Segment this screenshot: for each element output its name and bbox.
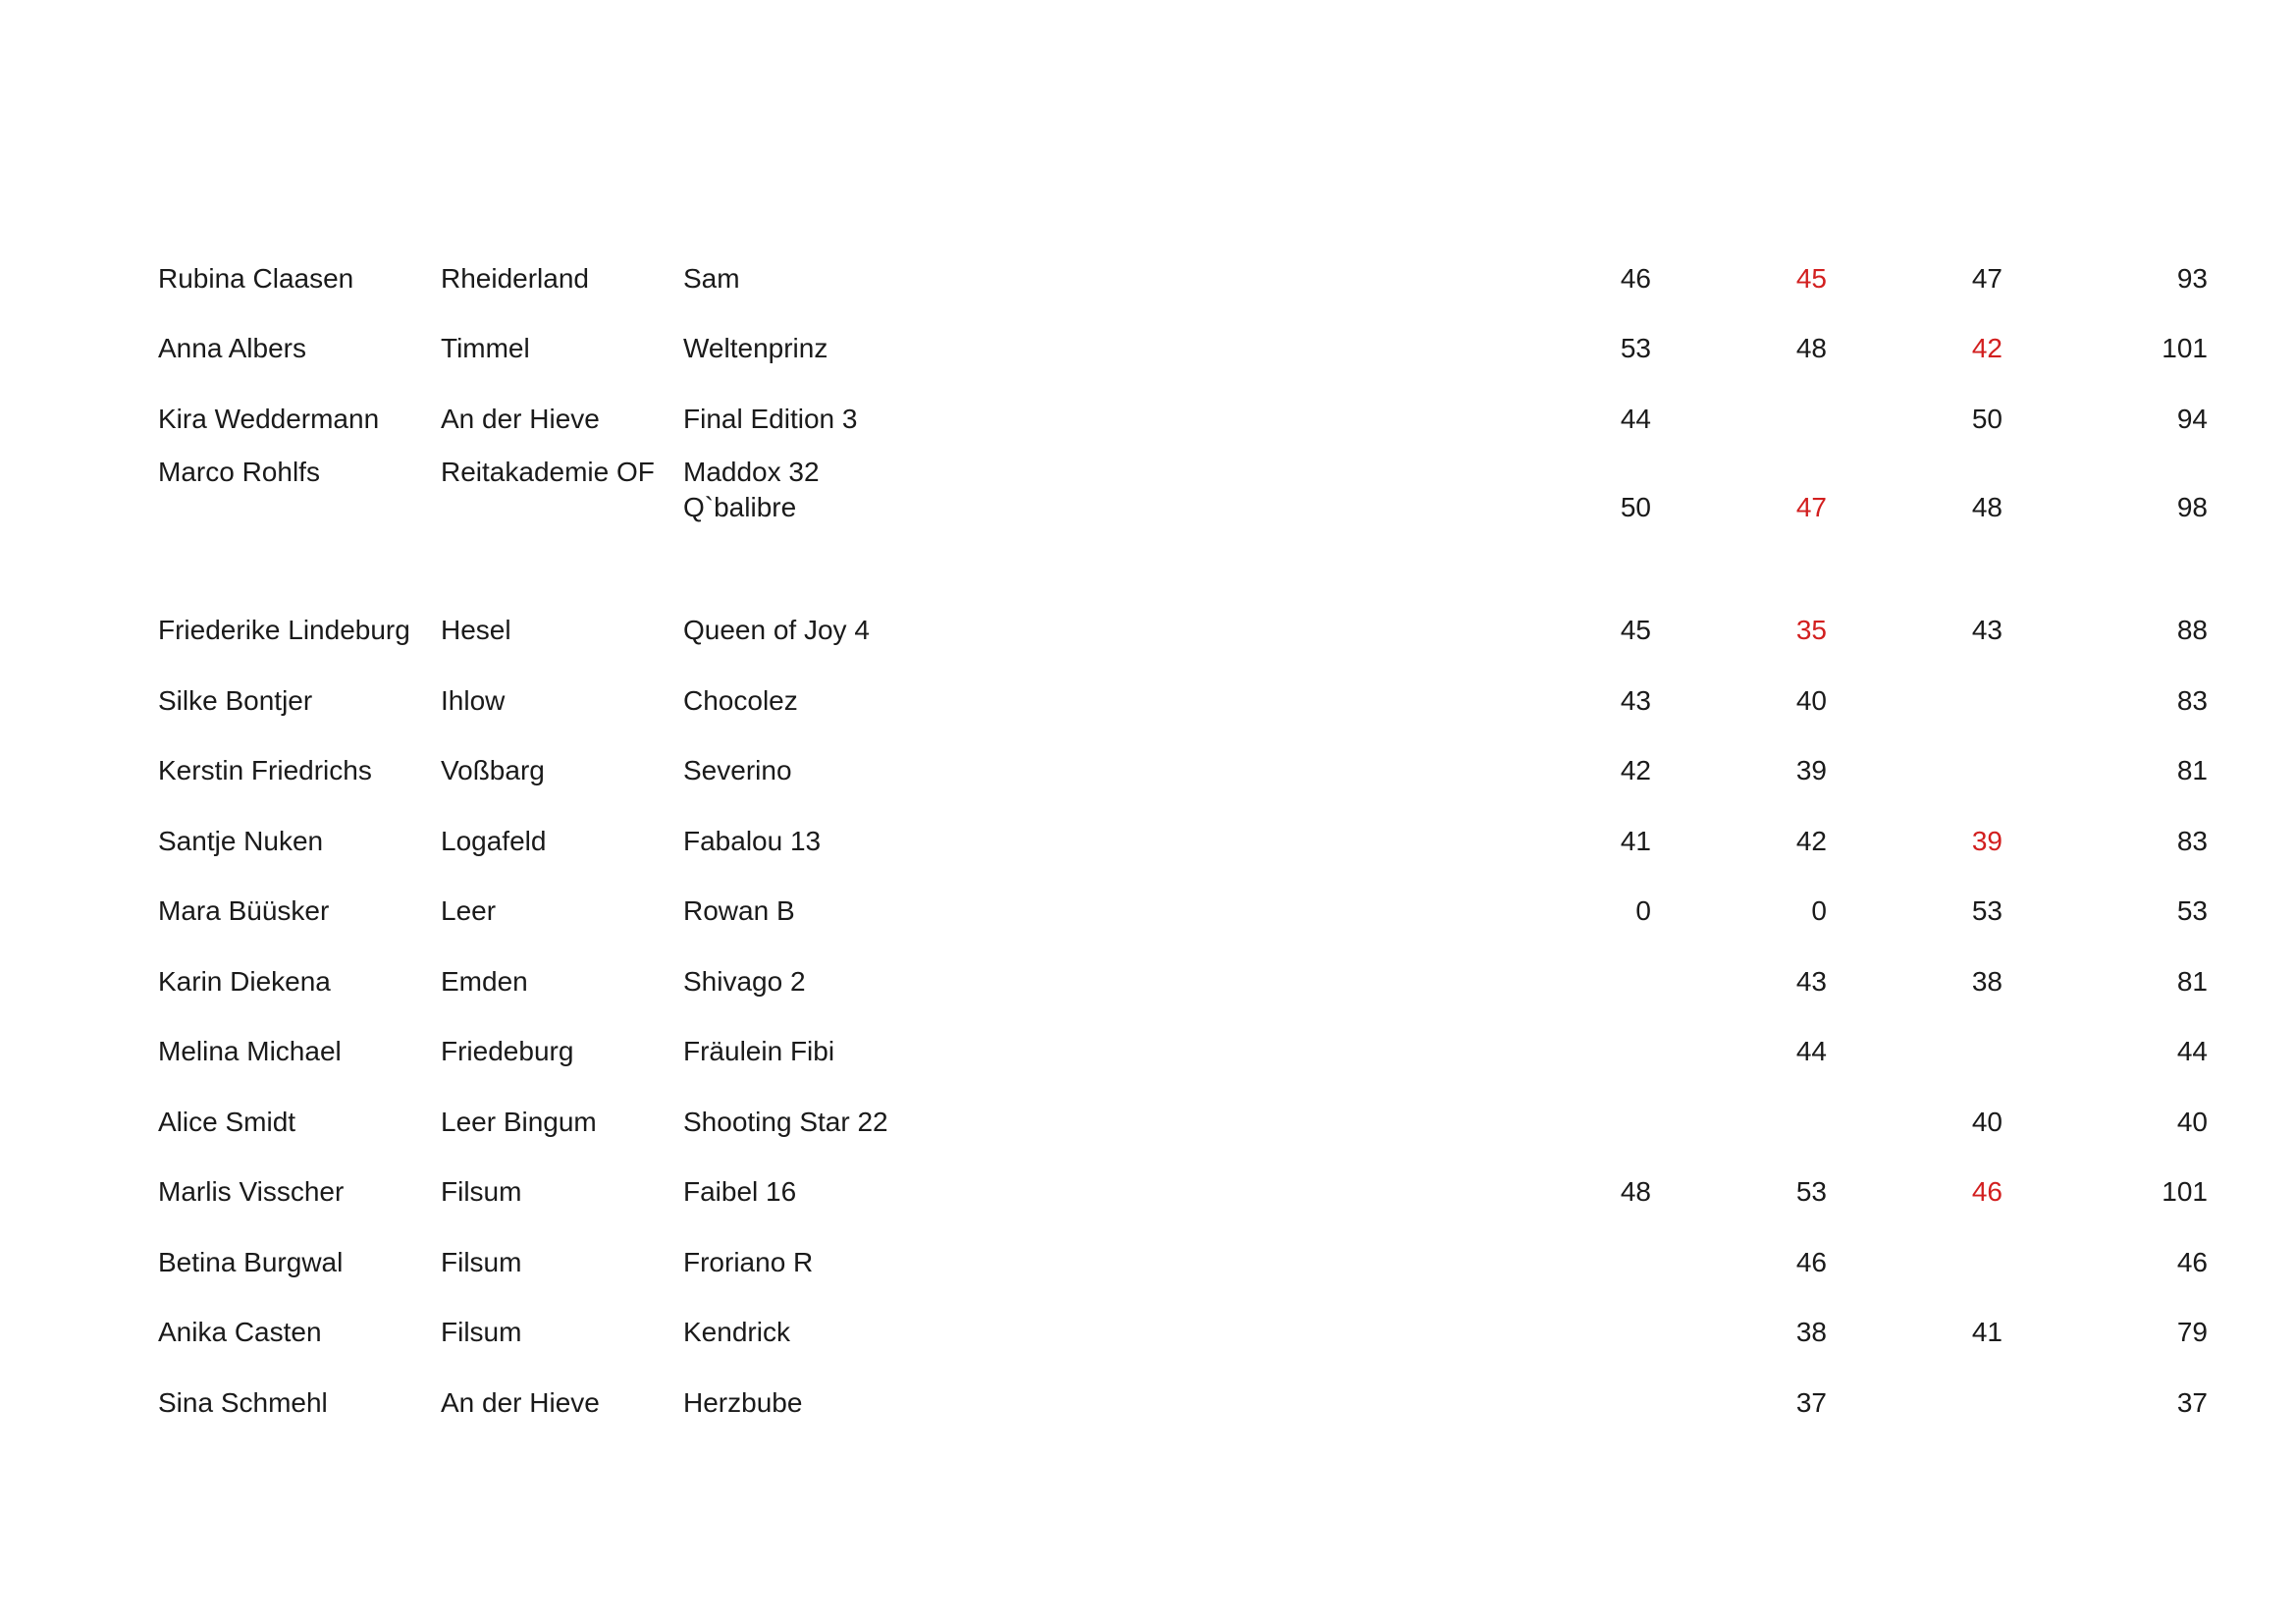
rider-name: Mara Büüsker [158,895,330,927]
score-1: 50 [1620,491,1651,522]
club-name: An der Hieve [441,1386,600,1418]
score-3: 53 [1971,895,2002,927]
score-3 [1827,1017,2002,1088]
table-row [158,455,2208,596]
horse-name: Final Edition 3 [683,403,858,434]
score-3-struck: 46 [1971,1176,2002,1208]
table-row [158,1227,2208,1298]
club-name: Leer [441,895,497,927]
horse-name: Faibel 16 [683,1176,797,1208]
horse-name: Q`balibre [683,491,797,522]
score-3 [1827,736,2002,807]
total-score: 79 [2176,1317,2208,1348]
club-name: Emden [441,965,528,997]
score-3-struck: 39 [1971,825,2002,856]
score-3 [1827,1368,2002,1438]
horse-cell [683,877,1174,947]
total-score: 37 [2176,1386,2208,1418]
score-3: 41 [1971,1317,2002,1348]
total-score: 98 [2176,491,2208,522]
score-3: 47 [1971,262,2002,294]
table-row [158,1298,2208,1369]
total-score: 101 [2162,333,2208,364]
horse-cell [683,1298,1174,1369]
table-row [158,947,2208,1017]
club-name: Filsum [441,1176,522,1208]
rider-name: Friederike Lindeburg [158,615,410,646]
horse-cell [683,1158,1174,1228]
total-score: 83 [2176,825,2208,856]
horse-cell [683,384,1174,455]
score-2: 37 [1795,1386,1827,1418]
club-name: Filsum [441,1317,522,1348]
table-row [158,806,2208,877]
score-2: 39 [1795,755,1827,786]
club-name: Hesel [441,615,511,646]
table-row [158,736,2208,807]
score-1: 44 [1620,403,1651,434]
score-3 [1827,666,2002,736]
rider-name: Marlis Visscher [158,1176,345,1208]
horse-cell [683,596,1174,667]
score-1 [1174,947,1651,1017]
score-2: 44 [1795,1036,1827,1067]
score-2: 0 [1811,895,1827,927]
score-2 [1651,1087,1827,1158]
score-2: 48 [1795,333,1827,364]
rider-name: Anika Casten [158,1317,322,1348]
horse-cell [683,1017,1174,1088]
score-1: 46 [1620,262,1651,294]
score-3-struck: 42 [1971,333,2002,364]
total-score: 44 [2176,1036,2208,1067]
horse-name: Herzbube [683,1386,803,1418]
rider-name: Santje Nuken [158,825,324,856]
horse-name: Fabalou 13 [683,825,822,856]
table-row [158,1017,2208,1088]
score-2-struck: 35 [1795,615,1827,646]
rider-name: Betina Burgwal [158,1246,344,1277]
total-score: 81 [2176,965,2208,997]
horse-name: Rowan B [683,895,795,927]
score-1 [1174,1227,1651,1298]
horse-name: Fräulein Fibi [683,1036,835,1067]
club-name: Reitakademie OF [441,456,655,487]
rider-name: Karin Diekena [158,965,331,997]
club-name: An der Hieve [441,403,600,434]
horse-name: Kendrick [683,1317,790,1348]
rider-name: Anna Albers [158,333,306,364]
horse-name: Chocolez [683,684,798,716]
rider-name: Alice Smidt [158,1106,296,1137]
club-name: Ihlow [441,684,506,716]
score-3: 38 [1971,965,2002,997]
rider-name: Melina Michael [158,1036,342,1067]
total-score: 81 [2176,755,2208,786]
rider-name: Marco Rohlfs [158,456,320,487]
horse-cell [683,314,1174,385]
total-score: 46 [2176,1246,2208,1277]
score-1 [1174,1017,1651,1088]
score-3 [1827,1227,2002,1298]
score-2: 42 [1795,825,1827,856]
horse-name: Shooting Star 22 [683,1106,888,1137]
score-2-struck: 47 [1795,491,1827,522]
score-1: 41 [1620,825,1651,856]
club-name: Logafeld [441,825,547,856]
total-score: 93 [2176,262,2208,294]
total-score: 40 [2176,1106,2208,1137]
total-score: 94 [2176,403,2208,434]
results-table [158,243,2208,1438]
horse-name: Froriano R [683,1246,814,1277]
horse-name: Weltenprinz [683,333,828,364]
horse-cell [683,243,1174,314]
rider-name: Rubina Claasen [158,262,354,294]
club-name: Friedeburg [441,1036,574,1067]
table-row [158,384,2208,455]
score-1 [1174,1298,1651,1369]
table-row [158,314,2208,385]
rider-name: Silke Bontjer [158,684,313,716]
horse-cell [683,947,1174,1017]
score-2: 40 [1795,684,1827,716]
horse-name: Queen of Joy 4 [683,615,870,646]
score-2: 38 [1795,1317,1827,1348]
score-2: 53 [1795,1176,1827,1208]
table-row [158,666,2208,736]
club-name: Rheiderland [441,262,589,294]
horse-cell [683,736,1174,807]
score-1: 45 [1620,615,1651,646]
score-1: 48 [1620,1176,1651,1208]
horse-cell [683,1227,1174,1298]
horse-name: Maddox 32 [683,456,820,487]
horse-cell [683,455,1174,596]
score-3: 48 [1971,491,2002,522]
club-name: Timmel [441,333,530,364]
score-2: 43 [1795,965,1827,997]
total-score: 83 [2176,684,2208,716]
table-row [158,1087,2208,1158]
score-2 [1651,384,1827,455]
table-row [158,243,2208,314]
horse-name: Shivago 2 [683,965,806,997]
total-score: 53 [2176,895,2208,927]
horse-name: Severino [683,755,792,786]
club-name: Leer Bingum [441,1106,597,1137]
table-row [158,596,2208,667]
total-score: 101 [2162,1176,2208,1208]
score-2: 46 [1795,1246,1827,1277]
table-row [158,877,2208,947]
rider-name: Sina Schmehl [158,1386,328,1418]
score-3: 43 [1971,615,2002,646]
horse-cell [683,1368,1174,1438]
score-3: 40 [1971,1106,2002,1137]
club-name: Filsum [441,1246,522,1277]
rider-name: Kerstin Friedrichs [158,755,372,786]
horse-name: Sam [683,262,740,294]
score-1 [1174,1087,1651,1158]
table-row [158,1368,2208,1438]
rider-name: Kira Weddermann [158,403,380,434]
score-2-struck: 45 [1795,262,1827,294]
score-1: 42 [1620,755,1651,786]
score-1: 0 [1635,895,1651,927]
table-row [158,1158,2208,1228]
horse-cell [683,1087,1174,1158]
score-1 [1174,1368,1651,1438]
horse-cell [683,666,1174,736]
score-1: 53 [1620,333,1651,364]
total-score: 88 [2176,615,2208,646]
club-name: Voßbarg [441,755,545,786]
score-1: 43 [1620,684,1651,716]
horse-cell [683,806,1174,877]
score-3: 50 [1971,403,2002,434]
results-body [158,243,2208,1438]
